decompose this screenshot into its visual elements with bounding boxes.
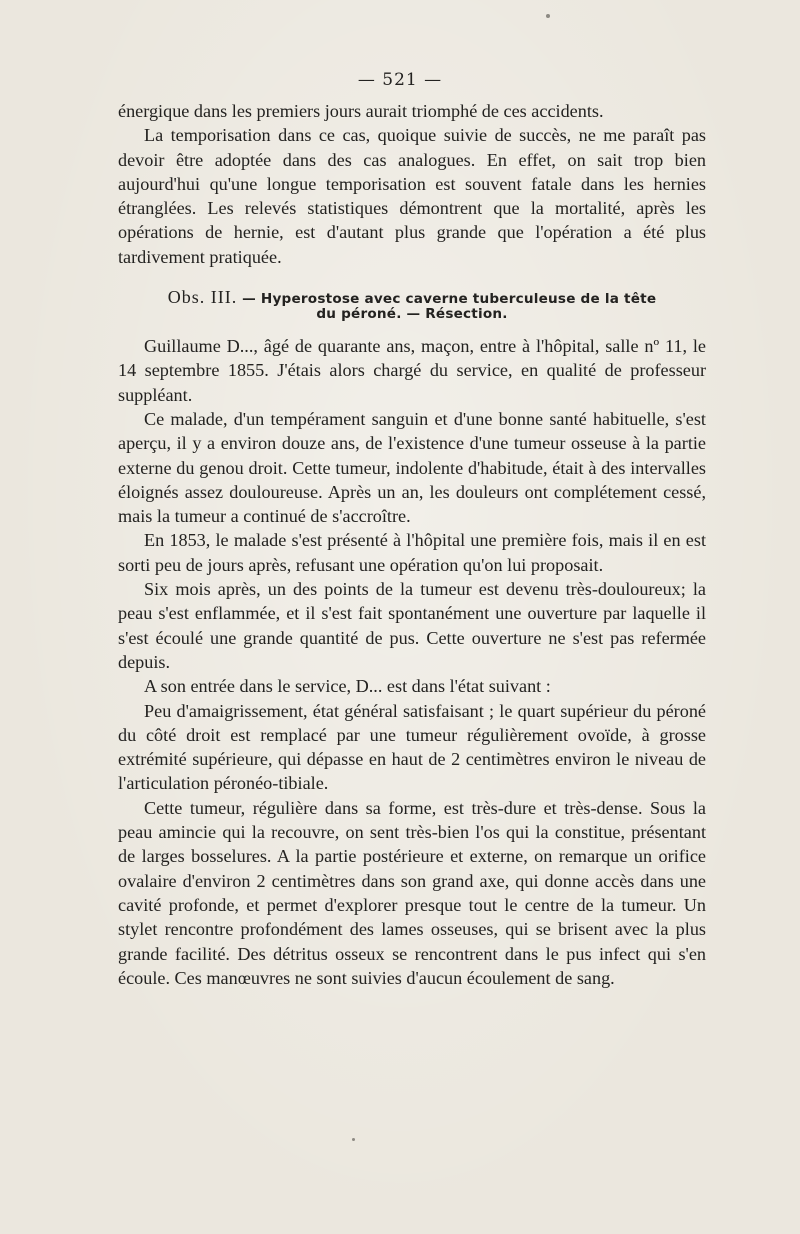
- observation-label: Obs. III.: [167, 287, 238, 308]
- paragraph-history: Ce malade, d'un tempérament sanguin et d'une bonne santé habituelle, s'est aperçu, il y a environ douze ans, de l'existence d'une tumeur osseuse à la partie externe du genou droit. Cette tumeur, indolente d'habitude, était à des intervalles éloignés assez douloureuse. Après un an, les douleurs ont complétement cessé, mais la tumeur a continué de s'accroître.: [118, 408, 706, 527]
- observation-title-line2: du péroné. — Résection.: [316, 306, 508, 323]
- paragraph-first-visit: En 1853, le malade s'est présenté à l'hôpital une première fois, mais il en est sorti peu de jours après, refusant une opération qu'on lui proposait.: [118, 530, 706, 575]
- paragraph-abscess: Six mois après, un des points de la tumeur est devenu très-douloureux; la peau s'est enflammée, et il s'est fait spontanément une ouverture par laquelle il s'est écoulé une grande quantité de pus. Cette ouverture ne s'est pas refermée depuis.: [118, 579, 706, 672]
- paragraph-patient-intro: Guillaume D..., âgé de quarante ans, maçon, entre à l'hôpital, salle nº 11, le 14 septembre 1855. J'étais alors chargé du service, en qualité de professeur suppléant.: [118, 336, 706, 405]
- ink-speck: [546, 14, 550, 18]
- observation-heading-line1: [118, 287, 706, 308]
- ink-speck: [352, 1138, 355, 1141]
- paragraph-admission: A son entrée dans le service, D... est dans l'état suivant :: [144, 676, 551, 697]
- paragraph-tumor-description: Cette tumeur, régulière dans sa forme, est très-dure et très-dense. Sous la peau amincie qui la recouvre, on sent très-bien l'os qui la constitue, présentant de larges bosselures. A la partie postérieure et externe, on remarque un orifice ovalaire d'environ 2 centimètres dans son grand axe, qui donne accès dans une cavité profonde, et permet d'explorer presque tout le centre de la tumeur. Un stylet rencontre profondément des lames osseuses, qui se brisent avec la plus grande facilité. Des détritus osseux se rencontrent dans le pus infect qui s'en écoule. Ces manœuvres ne sont suivies d'aucun écoulement de sang.: [118, 797, 706, 988]
- page-number: — 521 —: [357, 70, 443, 90]
- body-text: [118, 99, 706, 990]
- observation-title-line1: — Hyperostose avec caverne tuberculeuse de la tête: [242, 291, 657, 308]
- paragraph-condition: Peu d'amaigrissement, état général satisfaisant ; le quart supérieur du péroné du côté droit est remplacé par une tumeur régulièrement ovoïde, à grosse extrémité supérieure, qui dépasse en haut de 2 centimètres environ le niveau de l'articulation péronéo-tibiale.: [118, 700, 706, 794]
- opening-line: énergique dans les premiers jours aurait triomphé de ces accidents.: [118, 101, 604, 121]
- observation-heading: [118, 287, 706, 323]
- paragraph-temporisation: La temporisation dans ce cas, quoique suivie de succès, ne me paraît pas devoir être adoptée dans des cas analogues. En effet, on sait trop bien aujourd'hui qu'une longue temporisation est souvent fatale dans les hernies étranglées. Les relevés statistiques démontrent que la mortalité, après les opérations de hernie, est d'autant plus grande que l'opération a été plus tardivement pratiquée.: [118, 125, 706, 267]
